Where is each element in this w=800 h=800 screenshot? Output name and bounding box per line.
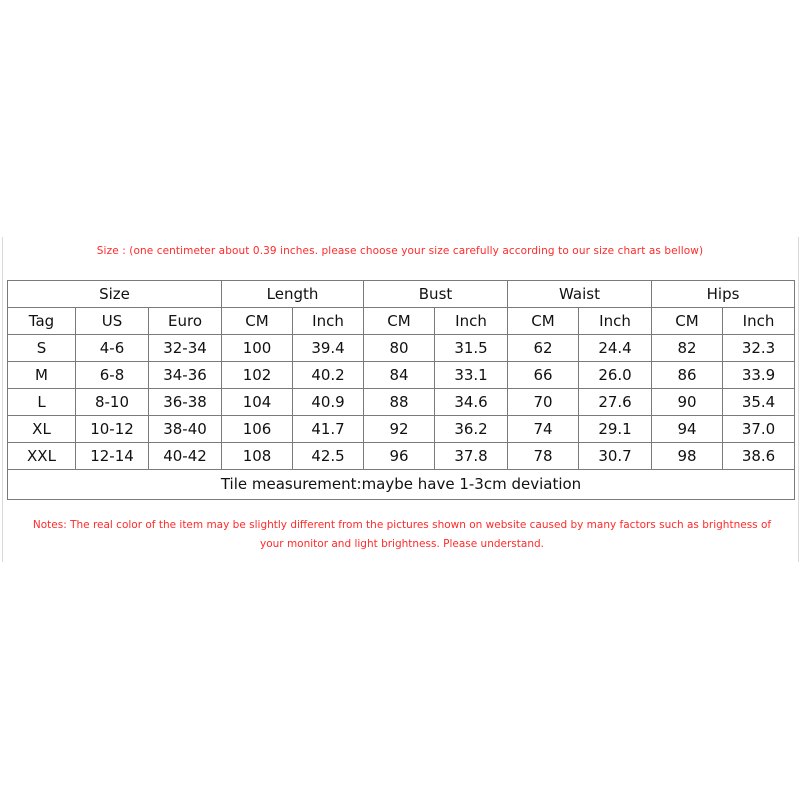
table-cell: 33.1: [435, 362, 508, 389]
table-cell: 34-36: [149, 362, 222, 389]
table-cell: 37.0: [723, 416, 795, 443]
subheader-length-cm: CM: [222, 308, 293, 335]
subheader-bust-inch: Inch: [435, 308, 508, 335]
table-cell: 39.4: [293, 335, 364, 362]
table-cell: 94: [652, 416, 723, 443]
table-cell: XXL: [8, 443, 76, 470]
table-cell: 78: [508, 443, 579, 470]
table-cell: 40-42: [149, 443, 222, 470]
size-intro-text: Size : (one centimeter about 0.39 inches. please choose your size carefully according to our size chart as bellow): [96, 245, 704, 257]
table-cell: 29.1: [579, 416, 652, 443]
group-header-row: [8, 281, 795, 308]
table-cell: 84: [364, 362, 435, 389]
table-cell: 80: [364, 335, 435, 362]
table-cell: L: [8, 389, 76, 416]
table-cell: 26.0: [579, 362, 652, 389]
table-cell: 38.6: [723, 443, 795, 470]
measurement-deviation-note: Tile measurement:maybe have 1-3cm deviation: [8, 470, 795, 500]
table-cell: 82: [652, 335, 723, 362]
header-hips: Hips: [652, 281, 795, 308]
table-cell: 34.6: [435, 389, 508, 416]
table-cell: 27.6: [579, 389, 652, 416]
table-cell: 10-12: [76, 416, 149, 443]
table-cell: 12-14: [76, 443, 149, 470]
table-cell: 4-6: [76, 335, 149, 362]
table-cell: XL: [8, 416, 76, 443]
table-cell: 37.8: [435, 443, 508, 470]
table-cell: 38-40: [149, 416, 222, 443]
table-cell: 32.3: [723, 335, 795, 362]
table-cell: 74: [508, 416, 579, 443]
table-cell: 108: [222, 443, 293, 470]
subheader-tag: Tag: [8, 308, 76, 335]
table-row: [8, 335, 795, 362]
table-cell: 32-34: [149, 335, 222, 362]
size-chart-table: [7, 280, 795, 500]
table-cell: 90: [652, 389, 723, 416]
table-cell: 40.2: [293, 362, 364, 389]
table-cell: 42.5: [293, 443, 364, 470]
subheader-bust-cm: CM: [364, 308, 435, 335]
subheader-waist-inch: Inch: [579, 308, 652, 335]
header-waist: Waist: [508, 281, 652, 308]
table-cell: 35.4: [723, 389, 795, 416]
table-row: [8, 443, 795, 470]
table-cell: 24.4: [579, 335, 652, 362]
table-cell: 86: [652, 362, 723, 389]
table-cell: 30.7: [579, 443, 652, 470]
table-row: [8, 362, 795, 389]
subheader-us: US: [76, 308, 149, 335]
notes-line-1: Notes: The real color of the item may be slightly different from the pictures shown on website caused by many factors such as brightness of: [32, 519, 772, 531]
subheader-waist-cm: CM: [508, 308, 579, 335]
subheader-euro: Euro: [149, 308, 222, 335]
header-bust: Bust: [364, 281, 508, 308]
table-cell: 92: [364, 416, 435, 443]
subheader-hips-cm: CM: [652, 308, 723, 335]
table-row: [8, 389, 795, 416]
table-cell: 102: [222, 362, 293, 389]
table-cell: 66: [508, 362, 579, 389]
table-cell: 62: [508, 335, 579, 362]
subheader-length-inch: Inch: [293, 308, 364, 335]
footer-row: [8, 470, 795, 500]
table-cell: 33.9: [723, 362, 795, 389]
notes-line-2: your monitor and light brightness. Please understand.: [260, 538, 544, 550]
header-size: Size: [8, 281, 222, 308]
table-cell: 100: [222, 335, 293, 362]
table-cell: 88: [364, 389, 435, 416]
table-cell: 36-38: [149, 389, 222, 416]
sub-header-row: [8, 308, 795, 335]
table-cell: 96: [364, 443, 435, 470]
table-cell: 98: [652, 443, 723, 470]
table-row: [8, 416, 795, 443]
table-cell: 70: [508, 389, 579, 416]
table-cell: 104: [222, 389, 293, 416]
header-length: Length: [222, 281, 364, 308]
table-cell: M: [8, 362, 76, 389]
table-cell: 31.5: [435, 335, 508, 362]
notes-text: [8, 516, 796, 554]
table-cell: 8-10: [76, 389, 149, 416]
table-cell: 36.2: [435, 416, 508, 443]
subheader-hips-inch: Inch: [723, 308, 795, 335]
table-cell: 41.7: [293, 416, 364, 443]
table-cell: 40.9: [293, 389, 364, 416]
table-cell: 106: [222, 416, 293, 443]
table-cell: 6-8: [76, 362, 149, 389]
table-cell: S: [8, 335, 76, 362]
